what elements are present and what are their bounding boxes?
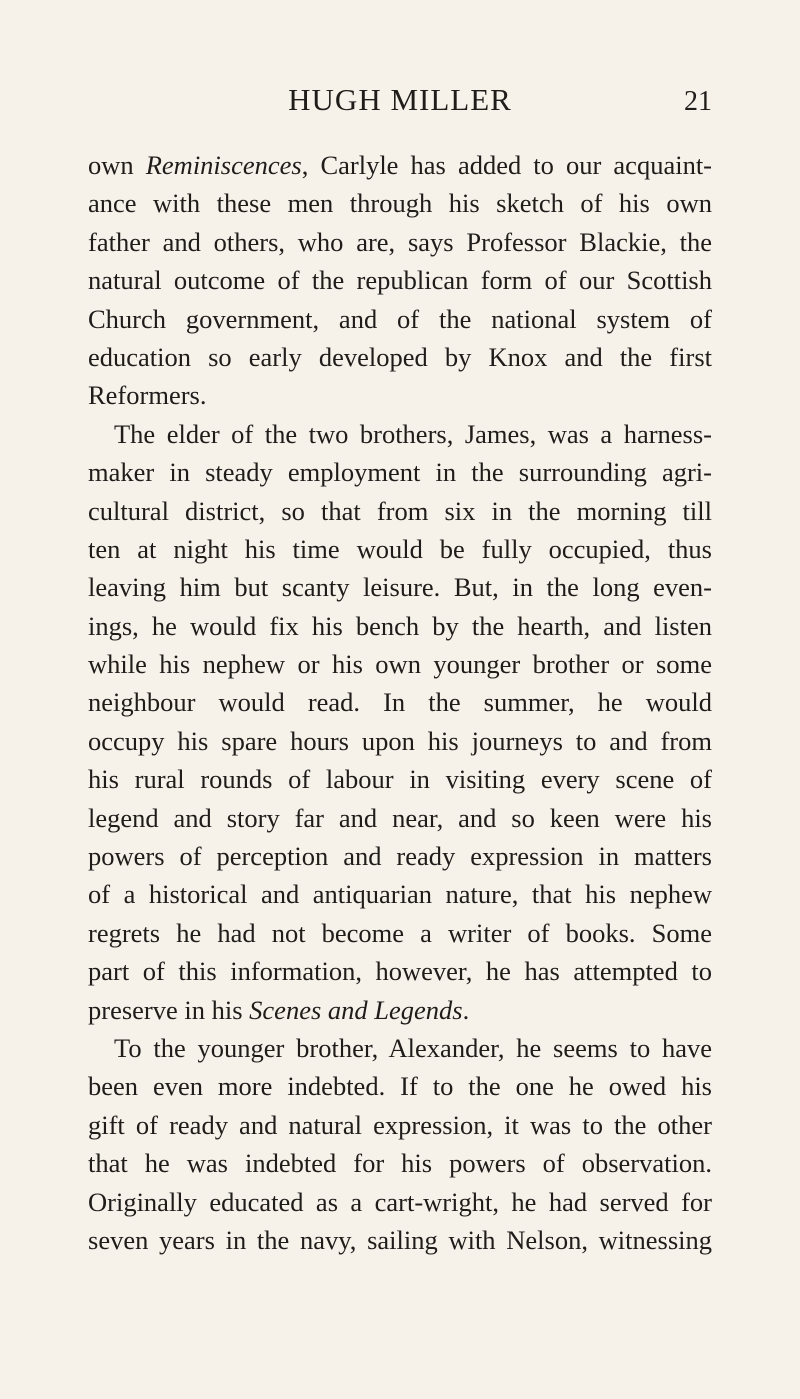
text-line (88, 1029, 712, 1067)
text-segment: been even more indebted. If to the one he owed his (88, 1071, 712, 1102)
italic-title: Reminiscences (145, 150, 302, 180)
text-line (88, 1067, 712, 1105)
text-line (88, 223, 712, 261)
text-line (88, 415, 712, 453)
text-segment: Church government, and of the national system of (88, 303, 712, 334)
text-segment: that he was indebted for his powers of observation. (88, 1148, 712, 1179)
text-segment: ance with these men through his sketch of his own (88, 188, 712, 219)
text-line (88, 300, 712, 338)
text-line (88, 837, 712, 875)
text-line (88, 875, 712, 913)
text-segment: seven years in the navy, sailing with Nelson, witnessing (88, 1224, 712, 1255)
text-segment: To the younger brother, Alexander, he seems to have (114, 1032, 712, 1063)
text-segment: legend and story far and near, and so keen were his (88, 802, 712, 833)
text-segment: regrets he had not become a writer of books. Some (88, 917, 712, 948)
page-number: 21 (684, 86, 712, 117)
text-segment: Reformers. (88, 380, 207, 411)
text-segment: Originally educated as a cart-wright, he had served for (88, 1186, 712, 1217)
text-line (88, 1221, 712, 1259)
text-segment: gift of ready and natural expression, it was to the other (88, 1109, 712, 1140)
body-text (88, 146, 712, 1259)
text-segment: powers of perception and ready expression in matters (88, 841, 712, 872)
text-segment: preserve in his (88, 994, 250, 1025)
text-line (88, 146, 712, 184)
text-line (88, 453, 712, 491)
text-line (88, 760, 712, 798)
text-segment: father and others, who are, says Professor Blackie, the (88, 226, 712, 257)
text-segment: ten at night his time would be fully occupied, thus (88, 533, 712, 564)
text-line (88, 991, 712, 1029)
text-segment: neighbour would read. In the summer, he would (88, 687, 712, 718)
text-segment: The elder of the two brothers, James, was a harness- (114, 418, 712, 449)
text-line (88, 530, 712, 568)
text-segment: maker in steady employment in the surrounding agri- (88, 457, 712, 488)
text-segment: ings, he would fix his bench by the hearth, and listen (88, 610, 712, 641)
text-line (88, 683, 712, 721)
italic-title: Scenes and Legends (249, 994, 463, 1025)
running-head: HUGH MILLER (288, 82, 512, 117)
text-line (88, 722, 712, 760)
text-segment: , Carlyle has added to our acquaint- (301, 150, 713, 180)
text-line (88, 1106, 712, 1144)
text-segment: cultural district, so that from six in the morning till (88, 495, 712, 526)
text-segment: natural outcome of the republican form of our Scottish (88, 265, 712, 296)
text-line (88, 645, 712, 683)
text-line (88, 492, 712, 530)
text-segment: while his nephew or his own younger brother or some (88, 649, 712, 680)
text-line (88, 338, 712, 376)
text-line (88, 799, 712, 837)
text-line (88, 952, 712, 990)
text-segment: occupy his spare hours upon his journeys to and from (88, 725, 712, 756)
text-line (88, 376, 712, 414)
text-line (88, 607, 712, 645)
text-line (88, 568, 712, 606)
text-segment: his rural rounds of labour in visiting every scene of (88, 764, 712, 795)
text-line (88, 1144, 712, 1182)
text-line (88, 261, 712, 299)
text-segment: own (88, 150, 146, 180)
text-line (88, 1183, 712, 1221)
text-line (88, 914, 712, 952)
text-line (88, 184, 712, 222)
text-segment: education so early developed by Knox and the first (88, 341, 712, 372)
text-segment: of a historical and antiquarian nature, that his nephew (88, 879, 712, 910)
text-segment: part of this information, however, he has attempted to (88, 956, 712, 987)
text-segment: leaving him but scanty leisure. But, in the long even- (88, 572, 712, 603)
text-segment: . (462, 994, 470, 1025)
